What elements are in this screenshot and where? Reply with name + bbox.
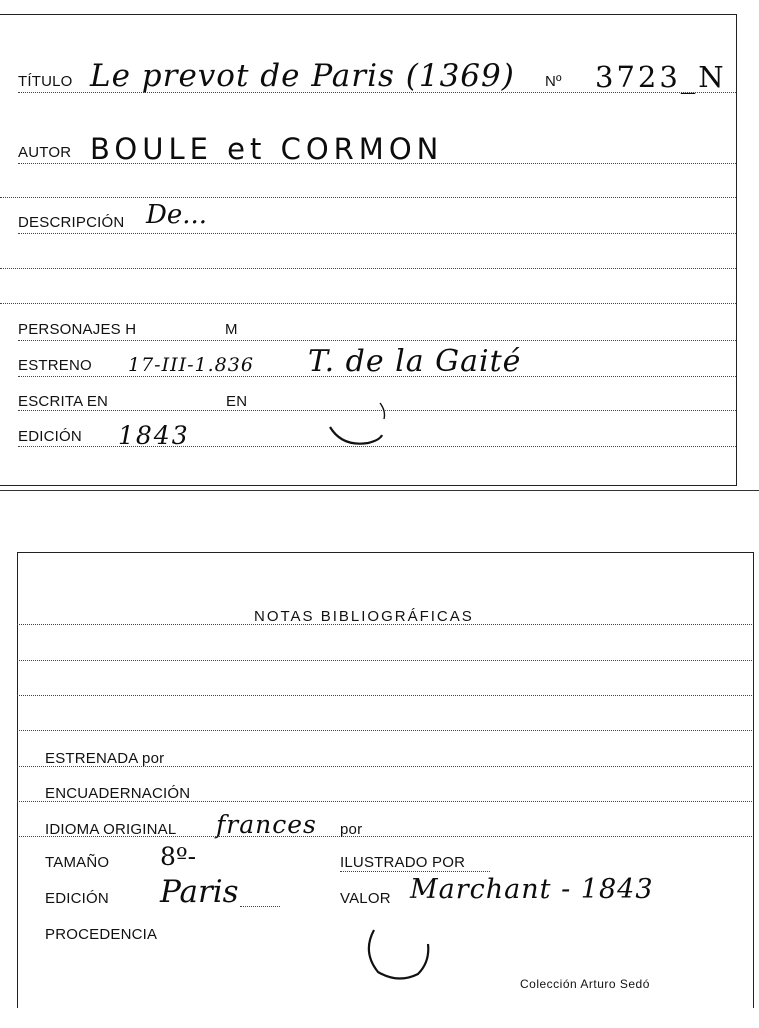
valor-value: Marchant - 1843 — [410, 874, 654, 905]
rule-back-blank-2 — [17, 695, 752, 696]
numero-value: 3723_N — [595, 60, 727, 94]
notas-heading: NOTAS BIBLIOGRÁFICAS — [254, 608, 474, 625]
autor-value: BOULE et CORMON — [90, 132, 444, 166]
rule-notas — [17, 624, 752, 625]
valor-label: VALOR — [340, 890, 391, 907]
escrita-en-label: EN — [226, 393, 248, 410]
idioma-value: frances — [216, 810, 317, 839]
rule-descripcion — [18, 233, 736, 234]
autor-label: AUTOR — [18, 144, 72, 161]
edicion-label-back: EDICIÓN — [45, 890, 109, 907]
idioma-label: IDIOMA ORIGINAL — [45, 821, 177, 838]
estreno-date: 17-III-1.836 — [128, 354, 254, 376]
tamano-value: 8º- — [160, 842, 197, 871]
rule-blank-2 — [0, 268, 736, 269]
rule-blank-1 — [0, 197, 736, 198]
punch-hole-stamp-front — [320, 385, 400, 455]
descripcion-value: De... — [146, 200, 208, 230]
tamano-label: TAMAÑO — [45, 854, 110, 871]
rule-back-blank-3 — [17, 730, 752, 731]
rule-personajes — [18, 340, 736, 341]
procedencia-label: PROCEDENCIA — [45, 926, 158, 943]
encuadernacion-label: ENCUADERNACIÓN — [45, 785, 191, 802]
card-separator — [0, 490, 759, 491]
collection-credit: Colección Arturo Sedó — [520, 977, 650, 991]
personajes-m-label: M — [225, 321, 238, 338]
estreno-theatre: T. de la Gaité — [308, 344, 522, 379]
edicion-label-front: EDICIÓN — [18, 428, 82, 445]
estreno-label: ESTRENO — [18, 357, 92, 374]
ilustrado-label: ILUSTRADO POR — [340, 854, 466, 871]
rule-ilustrado — [340, 871, 490, 872]
edicion-value-front: 1843 — [118, 421, 190, 450]
rule-blank-3 — [0, 303, 736, 304]
rule-edicion-back — [240, 906, 280, 907]
descripcion-label: DESCRIPCIÓN — [18, 214, 125, 231]
rule-back-blank-1 — [17, 660, 752, 661]
punch-hole-stamp-back — [358, 918, 438, 988]
escrita-label: ESCRITA EN — [18, 393, 109, 410]
numero-label: Nº — [545, 73, 562, 90]
personajes-label: PERSONAJES H — [18, 321, 137, 338]
titulo-label: TÍTULO — [18, 73, 73, 90]
por-label: por — [340, 821, 363, 838]
edicion-value-back: Paris — [160, 874, 239, 910]
titulo-value: Le prevot de Paris (1369) — [90, 58, 515, 94]
estrenada-label: ESTRENADA por — [45, 750, 165, 767]
